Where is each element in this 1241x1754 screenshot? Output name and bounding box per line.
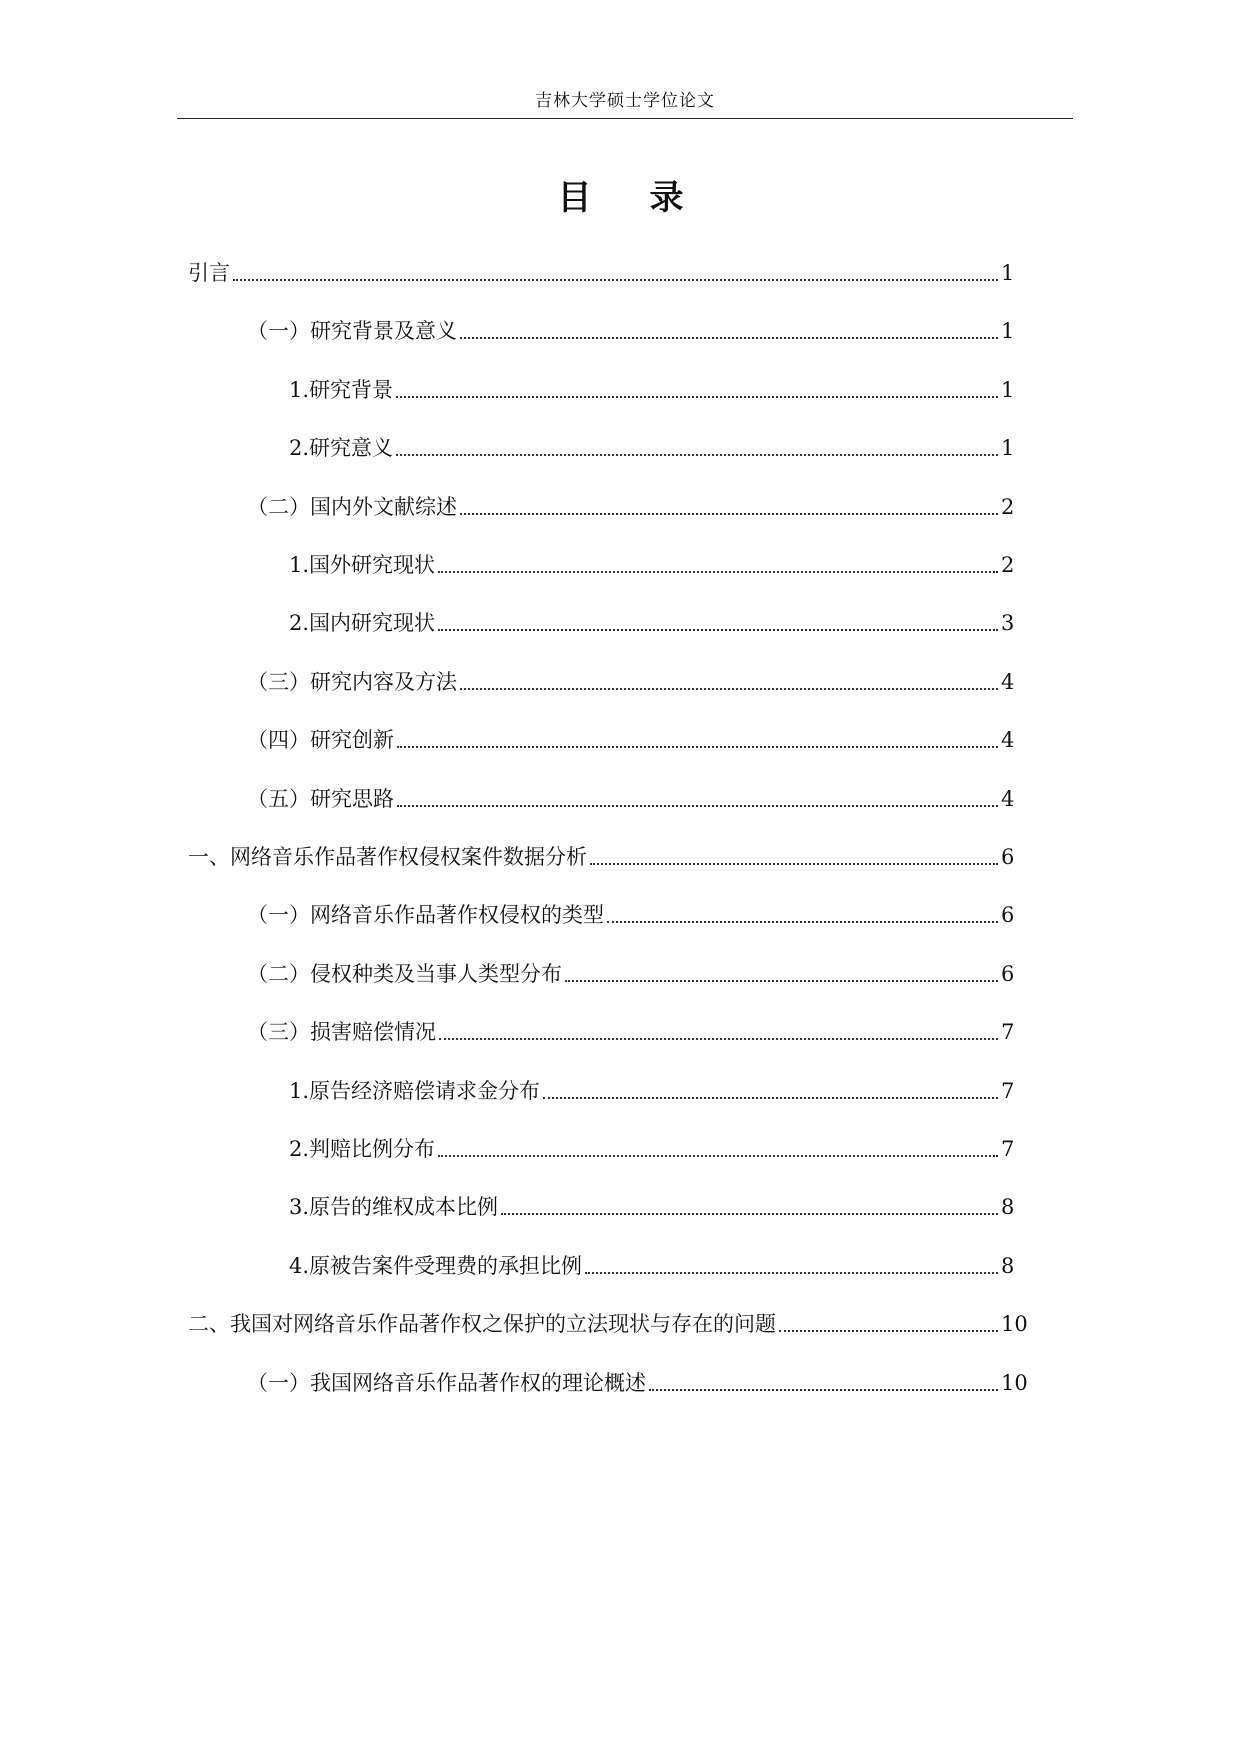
- toc-entry[interactable]: [0, 897, 1241, 933]
- toc-leader-dots: [460, 687, 998, 690]
- toc-entry-page-number: 6: [1001, 903, 1015, 927]
- toc-leader-dots: [397, 745, 998, 748]
- toc-entry-title: （四）研究创新: [247, 728, 394, 752]
- toc-entry-title: （三）研究内容及方法: [247, 670, 457, 694]
- toc-entry[interactable]: [0, 1365, 1241, 1401]
- toc-entry-title: 引言: [188, 261, 230, 285]
- toc-entry-title: （二）国内外文献综述: [247, 495, 457, 519]
- toc-entry-title: 3.原告的维权成本比例: [289, 1195, 499, 1219]
- toc-entry-title: （一）网络音乐作品著作权侵权的类型: [247, 903, 604, 927]
- toc-leader-dots: [438, 1154, 998, 1157]
- toc-entry-title: （五）研究思路: [247, 787, 394, 811]
- toc-entry-page-number: 2: [1001, 553, 1015, 577]
- toc-leader-dots: [607, 920, 998, 923]
- toc-entry[interactable]: [0, 489, 1241, 525]
- toc-leader-dots: [439, 1037, 998, 1040]
- toc-leader-dots: [460, 512, 998, 515]
- toc-entry-page-number: 2: [1001, 495, 1015, 519]
- toc-leader-dots: [565, 979, 998, 982]
- toc-entry[interactable]: [0, 372, 1241, 408]
- toc-entry-page-number: 1: [1001, 378, 1015, 402]
- toc-leader-dots: [585, 1271, 998, 1274]
- toc-entry[interactable]: [0, 956, 1241, 992]
- toc-entry[interactable]: [0, 1189, 1241, 1225]
- toc-entry[interactable]: [0, 605, 1241, 641]
- toc-entry[interactable]: [0, 781, 1241, 817]
- toc-leader-dots: [438, 570, 998, 573]
- toc-entry[interactable]: [0, 839, 1241, 875]
- toc-title-char: 目: [557, 178, 592, 218]
- toc-entry-page-number: 3: [1001, 611, 1015, 635]
- toc-entry[interactable]: [0, 664, 1241, 700]
- toc-entry[interactable]: [0, 313, 1241, 349]
- toc-entry[interactable]: [0, 1131, 1241, 1167]
- toc-entry-page-number: 6: [1001, 845, 1015, 869]
- toc-title-char: 录: [649, 178, 684, 218]
- toc-entry[interactable]: [0, 1248, 1241, 1284]
- toc-entry-title: 2.判赔比例分布: [289, 1137, 436, 1161]
- toc-entry-title: 2.国内研究现状: [289, 611, 436, 635]
- toc-entry-title: 4.原被告案件受理费的承担比例: [289, 1254, 583, 1278]
- toc-entry-page-number: 10: [1001, 1371, 1028, 1395]
- toc-entry-page-number: 1: [1001, 436, 1015, 460]
- toc-entry-title: 二、我国对网络音乐作品著作权之保护的立法现状与存在的问题: [188, 1312, 776, 1336]
- toc-entry[interactable]: [0, 430, 1241, 466]
- toc-leader-dots: [460, 336, 998, 339]
- toc-entry-page-number: 7: [1001, 1079, 1015, 1103]
- toc-entry-page-number: 4: [1001, 787, 1015, 811]
- toc-entry[interactable]: [0, 722, 1241, 758]
- toc-entry-title: （一）我国网络音乐作品著作权的理论概述: [247, 1371, 646, 1395]
- toc-entry-title: （一）研究背景及意义: [247, 319, 457, 343]
- toc-entry-page-number: 6: [1001, 962, 1015, 986]
- toc-leader-dots: [397, 804, 998, 807]
- toc-entry-title: 1.原告经济赔偿请求金分布: [289, 1079, 541, 1103]
- toc-entry-title: 1.研究背景: [289, 378, 394, 402]
- toc-entry[interactable]: [0, 255, 1241, 291]
- toc-leader-dots: [779, 1329, 998, 1332]
- toc-entry[interactable]: [0, 1306, 1241, 1342]
- toc-entry-page-number: 4: [1001, 728, 1015, 752]
- toc-entry-page-number: 7: [1001, 1137, 1015, 1161]
- toc-entry-title: 一、网络音乐作品著作权侵权案件数据分析: [188, 845, 587, 869]
- toc-title: [0, 176, 1241, 220]
- toc-entry-page-number: 1: [1001, 319, 1015, 343]
- toc-entry-page-number: 1: [1001, 261, 1015, 285]
- running-title: 吉林大学硕士学位论文: [535, 91, 715, 111]
- toc-leader-dots: [396, 453, 998, 456]
- toc-entry[interactable]: [0, 547, 1241, 583]
- running-header: [177, 88, 1073, 119]
- toc-entry-title: （二）侵权种类及当事人类型分布: [247, 962, 562, 986]
- toc-leader-dots: [396, 395, 998, 398]
- toc-entry[interactable]: [0, 1014, 1241, 1050]
- toc-entry-title: 2.研究意义: [289, 436, 394, 460]
- toc-entry-page-number: 7: [1001, 1020, 1015, 1044]
- toc-leader-dots: [590, 862, 998, 865]
- toc-entry-page-number: 8: [1001, 1195, 1015, 1219]
- toc-leader-dots: [543, 1096, 998, 1099]
- toc-entry-page-number: 8: [1001, 1254, 1015, 1278]
- toc-entry[interactable]: [0, 1073, 1241, 1109]
- toc-entry-page-number: 4: [1001, 670, 1015, 694]
- toc-entry-page-number: 10: [1001, 1312, 1028, 1336]
- toc-entry-title: 1.国外研究现状: [289, 553, 436, 577]
- toc-leader-dots: [438, 628, 998, 631]
- toc-leader-dots: [649, 1388, 998, 1391]
- toc-leader-dots: [233, 278, 998, 281]
- toc-leader-dots: [501, 1212, 998, 1215]
- toc-entry-title: （三）损害赔偿情况: [247, 1020, 436, 1044]
